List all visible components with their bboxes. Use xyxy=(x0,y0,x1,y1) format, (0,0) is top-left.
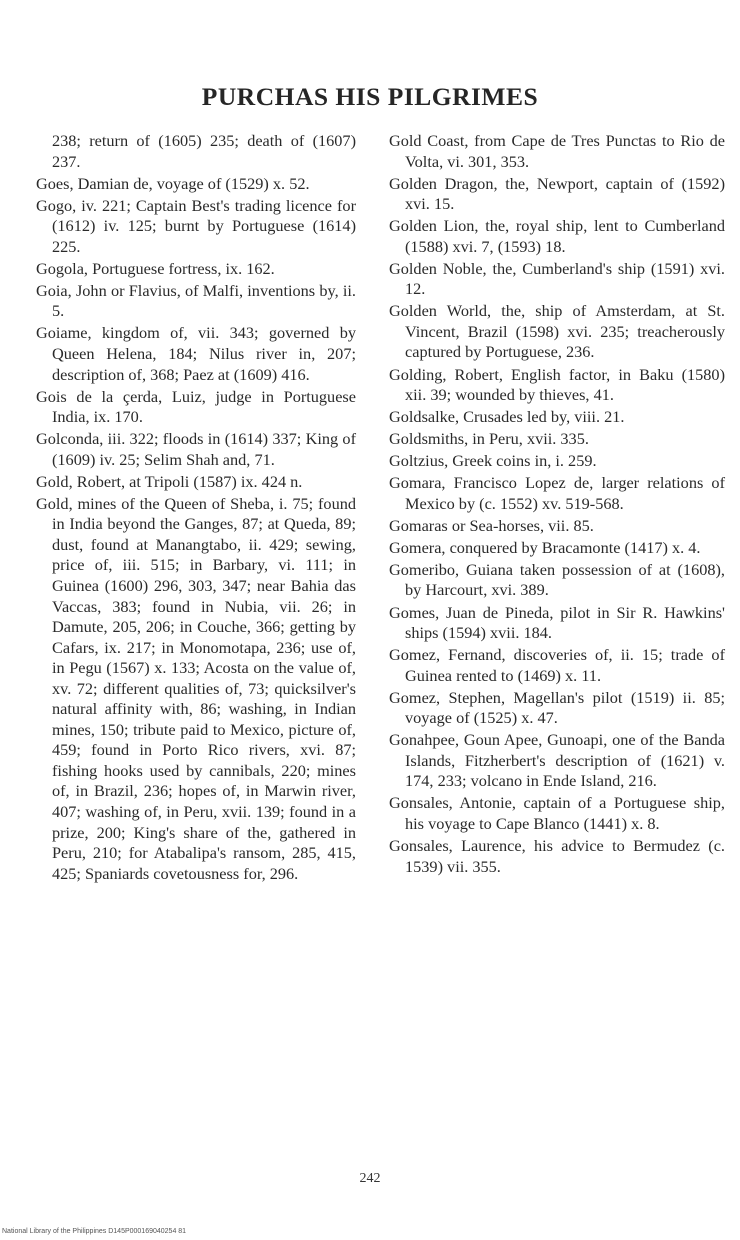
index-entry: Goltzius, Greek coins in, i. 259. xyxy=(389,451,597,471)
index-entry: Golconda, iii. 322; floods in (1614) 337; King of (1609) iv. 25; Selim Shah and, 71. xyxy=(36,429,356,469)
index-entry: Gold, mines of the Queen of Sheba, i. 75; found in India beyond the Ganges, 87; at Queda, 89; dust, found at Manangtabo, ii. 429; sewing, price of, iii. 515; in Barbary, vi. 111; in Guinea (1600) 296, 303, 347; near Bahia das Vaccas, 383; found in Nubia, vii. 26; in Damute, 205, 206; in Couche, 366; getting by Cafars, ix. 217; in Monomotapa, 236; use of, in Pegu (1567) x. 133; Acosta on the value of, xv. 72; different qualities of, 73; quicksilver's natural affinity with, 86; washing, in Indian mines, 150; tribute paid to Mexico, picture of, 459; found in Porto Rico rivers, xvi. 87; fishing hooks used by cannibals, 220; mines of, in Brazil, 236; hopes of, in Marwin river, 407; washing of, in Peru, xvii. 139; found in a prize, 200; King's share of the, gathered in Peru, 210; for Atabalipa's ransom, 285, 415, 425; Spaniards covetousness for, 296. xyxy=(36,493,356,883)
index-entry: Gomez, Stephen, Magellan's pilot (1519) ii. 85; voyage of (1525) x. 47. xyxy=(389,687,725,728)
index-entry: 238; return of (1605) 235; death of (1607) 237. xyxy=(52,131,356,171)
index-column-right xyxy=(389,131,725,879)
index-entry: Gogo, iv. 221; Captain Best's trading licence for (1612) iv. 125; burnt by Portuguese (1614) 225. xyxy=(36,195,356,256)
index-entry: Gold, Robert, at Tripoli (1587) ix. 424 n. xyxy=(36,471,303,491)
scan-source-note: National Library of the Philippines D145P000169040254 81 xyxy=(2,1228,187,1235)
index-entry: Gomes, Juan de Pineda, pilot in Sir R. Hawkins' ships (1594) xvii. 184. xyxy=(389,602,725,643)
index-entry: Gomez, Fernand, discoveries of, ii. 15; trade of Guinea rented to (1469) x. 11. xyxy=(389,645,725,685)
index-entry: Gomaras or Sea-horses, vii. 85. xyxy=(389,515,594,535)
index-entry: Goiame, kingdom of, vii. 343; governed by Queen Helena, 184; Nilus river in, 207; description of, 368; Paez at (1609) 416. xyxy=(36,323,356,384)
index-entry: Golden World, the, ship of Amsterdam, at St. Vincent, Brazil (1598) xvi. 235; treacherously captured by Portuguese, 236. xyxy=(389,301,725,362)
index-entry: Goes, Damian de, voyage of (1529) x. 52. xyxy=(36,173,310,193)
page-number: 242 xyxy=(359,1171,381,1186)
index-column-left xyxy=(36,131,356,886)
index-entry: Golding, Robert, English factor, in Baku (1580) xii. 39; wounded by thieves, 41. xyxy=(389,364,725,405)
index-entry: Golden Noble, the, Cumberland's ship (1591) xvi. 12. xyxy=(389,258,725,299)
index-entry: Goia, John or Flavius, of Malfi, inventions by, ii. 5. xyxy=(36,280,356,321)
index-entry: Gomera, conquered by Bracamonte (1417) x. 4. xyxy=(389,537,701,557)
index-entry: Gonahpee, Goun Apee, Gunoapi, one of the Banda Islands, Fitzherbert's description of (1621) v. 174, 233; volcano in Ende Island, 216. xyxy=(389,730,725,791)
index-entry: Goldsalke, Crusades led by, viii. 21. xyxy=(389,407,625,427)
index-entry: Gonsales, Laurence, his advice to Bermudez (c. 1539) vii. 355. xyxy=(389,836,725,876)
index-entry: Gomara, Francisco Lopez de, larger relations of Mexico by (c. 1552) xv. 519-568. xyxy=(389,473,725,513)
index-entry: Goldsmiths, in Peru, xvii. 335. xyxy=(389,429,589,449)
index-entry: Gomeribo, Guiana taken possession of at (1608), by Harcourt, xvi. 389. xyxy=(389,559,725,600)
page-title: PURCHAS HIS PILGRIMES xyxy=(201,82,539,111)
index-entry: Golden Dragon, the, Newport, captain of (1592) xvi. 15. xyxy=(389,173,725,214)
index-entry: Gois de la çerda, Luiz, judge in Portuguese India, ix. 170. xyxy=(36,386,356,427)
index-entry: Gold Coast, from Cape de Tres Punctas to Rio de Volta, vi. 301, 353. xyxy=(389,131,725,171)
index-entry: Gogola, Portuguese fortress, ix. 162. xyxy=(36,258,275,278)
index-entry: Golden Lion, the, royal ship, lent to Cumberland (1588) xvi. 7, (1593) 18. xyxy=(389,216,725,256)
index-entry: Gonsales, Antonie, captain of a Portuguese ship, his voyage to Cape Blanco (1441) x. 8. xyxy=(389,793,725,833)
